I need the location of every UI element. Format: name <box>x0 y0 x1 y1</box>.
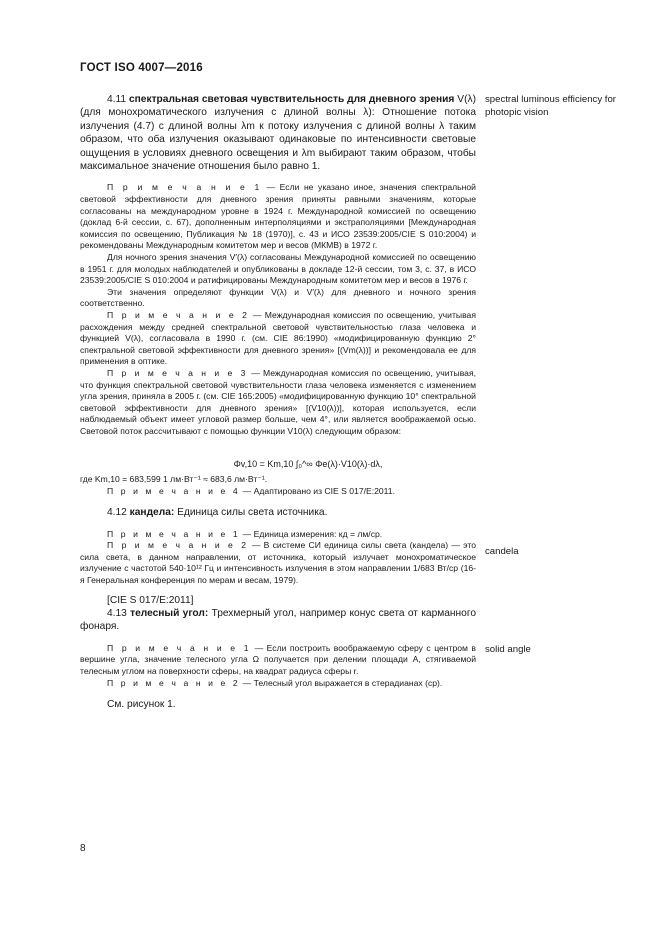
page-number: 8 <box>80 843 86 854</box>
term-number: 4.12 <box>107 507 127 519</box>
note-4-11-1-p2: Для ночного зрения значения V′(λ) согласованы Международной комиссией по освещению в 1951 г. для молодых наблюдателей и опубликованы в докладе 12-й сессии, том 3, с. 37, в ИСО 23539:2005/CIE S 010:2004 и ратифицированы Международным комитетом мер и весов в 1976 г. <box>80 252 476 286</box>
note-text: — Единица измерения: кд = лм/ср. <box>240 528 383 539</box>
term-4-13 <box>80 607 476 634</box>
note-4-12-2 <box>80 540 476 586</box>
source-reference: [CIE S 017/E:2011] <box>107 594 194 606</box>
note-4-13-1 <box>80 643 476 678</box>
term-number: 4.13 <box>107 608 127 620</box>
note-label: П р и м е ч а н и е 4 <box>107 485 241 496</box>
note-label: П р и м е ч а н и е 2 <box>107 309 250 320</box>
note-label: П р и м е ч а н и е 2 <box>107 540 249 551</box>
note-label: П р и м е ч а н и е 2 <box>107 677 241 688</box>
note-4-11-1-p3: Эти значения определяют функции V(λ) и V′(λ) для дневного и ночного зрения соответственно. <box>80 286 476 309</box>
note-label: П р и м е ч а н и е 1 <box>107 182 262 193</box>
term-definition: Единица силы света источника. <box>174 507 328 519</box>
note-label: П р и м е ч а н и е 3 <box>107 367 249 378</box>
term-number: 4.11 <box>107 94 127 105</box>
term-4-12 <box>80 506 476 519</box>
english-term-4-11: spectral luminous efficiency for photopic vision <box>485 94 616 118</box>
term-definition: V(λ) (для монохроматического излучения с длиной волны λ): Отношение потока излучения (4.7) с длиной волны λm к потоку излучения с длиной волны λ таким образом, что оба излучения оказывают одинаковые по интенсивности световые ощущения в условиях дневного освещения и λm выбирают таким образом, чтобы максимальное значение отношения было равно 1. <box>80 94 476 173</box>
note-text: — Если не указано иное, значения спектральной световой эффективности для дневного зрения приняты равными значениям, которые согласованы на международном уровне в 1924 г. Международной комиссией по освещению (доклад 6-й сессии, с. 67), дополненным интерполяциями и экстраполяциями [Международная комиссия по освещению, Публикация № 18 (1970)], с. 43 и ИСО 23539:2005/CIE S 010:2004) и рекомендованы Международным комитетом мер и весов (МКМВ) в 1972 г. <box>80 182 476 251</box>
term-name: телесный угол: <box>130 608 209 620</box>
term-definition: Трехмерный угол, например конус света от карманного фонаря. <box>80 608 476 633</box>
note-4-11-2 <box>80 310 476 368</box>
english-term-4-12: candela <box>485 546 519 557</box>
note-4-11-1 <box>80 182 476 252</box>
note-4-12-1 <box>80 529 476 541</box>
term-4-11 <box>80 93 476 173</box>
formula-where: где Km,10 = 683,599 1 лм·Вт⁻¹ ≈ 683,6 лм·Вт⁻¹. <box>80 474 268 485</box>
note-4-11-4 <box>80 486 476 498</box>
main-text-column <box>80 93 476 712</box>
note-4-11-3 <box>80 368 476 438</box>
document-header: ГОСТ ISO 4007—2016 <box>80 62 203 74</box>
term-name: кандела: <box>129 507 175 519</box>
note-text: — Телесный угол выражается в стерадианах (ср). <box>240 677 443 688</box>
note-text: — Международная комиссия по освещению, учитывая расхождения между средней спектральной световой чувствительностью глаза человека и функцией V(λ), согласовала в 1990 г. (см. CIE 86:1990) «модифицированную функцию 2° спектральной световой эффективности для дневного зрения» [(Vm(λ))] и рекомендовала ее для применения в оптике. <box>80 309 476 367</box>
note-text: — Международная комиссия по освещению, учитывая, что функция спектральной световой чувствительности глаза человека изменяется с изменением угла зрения, приняла в 2005 г. (см. CIE 165:2005) «модифицированную функцию 10° спектральной световой эффективности для дневного зрения» [(V10(λ))], которая используется, если наблюдаемый объект имеет угловой размер больше, чем 4°, или является воображаемой осью. Световой поток рассчитывают с помощью функции V10(λ) следующим образом: <box>80 367 476 436</box>
note-text: — В системе СИ единица силы света (кандела) — это сила света, в данном направлении, от источника, который излучает монохроматическое излучение с частотой 540·10¹² Гц и интенсивность излучения в этом направлении 1/683 Вт/ср (16-я Генеральная конференция по мерам и весам, 1979). <box>80 540 476 586</box>
note-text: — Если построить воображаемую сферу с центром в вершине угла, значение телесного угла Ω получается при делении площади A, стягиваемой телесным углом на поверхности сферы, на квадрат радиуса сферы r. <box>80 642 476 677</box>
figure-reference: См. рисунок 1. <box>107 699 176 711</box>
note-4-13-2 <box>80 678 476 690</box>
term-name: спектральная световая чувствительность для дневного зрения <box>128 94 455 105</box>
note-label: П р и м е ч а н и е 1 <box>107 642 252 653</box>
luminous-flux-formula: Φv,10 = Km,10 ∫₀^∞ Φe(λ)·V10(λ)·dλ, <box>233 458 383 469</box>
english-term-4-13: solid angle <box>485 644 531 655</box>
note-text: — Адаптировано из CIE S 017/E:2011. <box>240 485 395 496</box>
note-label: П р и м е ч а н и е 1 <box>107 528 241 539</box>
